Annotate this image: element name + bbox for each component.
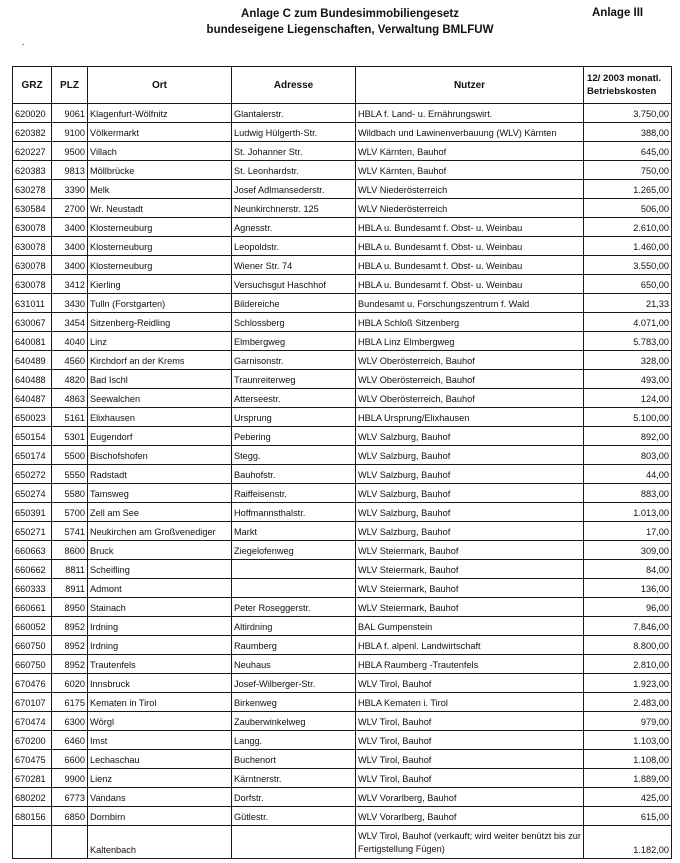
table-row [13, 503, 672, 522]
cell-adresse: Leopoldstr. [232, 237, 356, 256]
cell-nutzer: WLV Steiermark, Bauhof [356, 541, 584, 560]
cell-plz: 5580 [52, 484, 88, 503]
cell-betriebskosten: 883,00 [584, 484, 672, 503]
cell-adresse: St. Leonhardstr. [232, 161, 356, 180]
cell-adresse: Agnesstr. [232, 218, 356, 237]
cell-nutzer: HBLA u. Bundesamt f. Obst- u. Weinbau [356, 275, 584, 294]
cell-plz: 8952 [52, 617, 88, 636]
cell-betriebskosten: 1.265,00 [584, 180, 672, 199]
cell-betriebskosten: 750,00 [584, 161, 672, 180]
cell-nutzer: HBLA Schloß Sitzenberg [356, 313, 584, 332]
cell-nutzer: WLV Tirol, Bauhof [356, 769, 584, 788]
cell-adresse: Stegg. [232, 446, 356, 465]
cell-ort: Klosterneuburg [88, 256, 232, 275]
cell-ort: Linz [88, 332, 232, 351]
document-title [170, 6, 530, 38]
table-row [13, 788, 672, 807]
cell-nutzer: HBLA Kematen i. Tirol [356, 693, 584, 712]
table-row [13, 427, 672, 446]
cell-ort: Imst [88, 731, 232, 750]
cell-adresse: Ursprung [232, 408, 356, 427]
cell-grz: 660662 [13, 560, 52, 579]
cell-betriebskosten: 2.810,00 [584, 655, 672, 674]
cell-plz: 6460 [52, 731, 88, 750]
cell-adresse: Bildereiche [232, 294, 356, 313]
cell-plz: 5500 [52, 446, 88, 465]
cell-ort: Neukirchen am Großvenediger [88, 522, 232, 541]
cell-ort: Kematen in Tirol [88, 693, 232, 712]
table-row [13, 484, 672, 503]
cell-grz: 680202 [13, 788, 52, 807]
table-row [13, 370, 672, 389]
cell-grz: 640489 [13, 351, 52, 370]
cell-plz: 4863 [52, 389, 88, 408]
cell-adresse: Raumberg [232, 636, 356, 655]
table-row [13, 446, 672, 465]
cell-nutzer: WLV Salzburg, Bauhof [356, 522, 584, 541]
table-row [13, 104, 672, 123]
cell-betriebskosten: 650,00 [584, 275, 672, 294]
cell-grz: 660333 [13, 579, 52, 598]
cell-betriebskosten: 615,00 [584, 807, 672, 826]
cell-ort: Scheifling [88, 560, 232, 579]
cell-ort: Elixhausen [88, 408, 232, 427]
cell-grz: 650174 [13, 446, 52, 465]
cell-grz: 630278 [13, 180, 52, 199]
table-row [13, 389, 672, 408]
cell-adresse: Neuhaus [232, 655, 356, 674]
table-row [13, 636, 672, 655]
cell-ort: Trautenfels [88, 655, 232, 674]
table-row [13, 142, 672, 161]
table-row [13, 807, 672, 826]
cell-adresse: Gütlestr. [232, 807, 356, 826]
title-line-2: bundeseigene Liegenschaften, Verwaltung BMLFUW [206, 24, 494, 36]
cell-betriebskosten: 96,00 [584, 598, 672, 617]
cell-ort: Tamsweg [88, 484, 232, 503]
cell-grz: 640081 [13, 332, 52, 351]
cell-nutzer: Bundesamt u. Forschungszentrum f. Wald [356, 294, 584, 313]
cell-plz: 6020 [52, 674, 88, 693]
cell-grz: 660750 [13, 655, 52, 674]
cell-nutzer: WLV Steiermark, Bauhof [356, 560, 584, 579]
cell-nutzer: WLV Tirol, Bauhof [356, 731, 584, 750]
cell-adresse: Hoffmannsthalstr. [232, 503, 356, 522]
cell-nutzer: WLV Kärnten, Bauhof [356, 142, 584, 161]
cell-adresse: Versuchsgut Haschhof [232, 275, 356, 294]
cell-plz: 3454 [52, 313, 88, 332]
cell-ort: Seewalchen [88, 389, 232, 408]
table-row [13, 560, 672, 579]
cell-ort: Möllbrücke [88, 161, 232, 180]
cell-betriebskosten: 136,00 [584, 579, 672, 598]
cell-betriebskosten: 1.108,00 [584, 750, 672, 769]
cell-plz: 5301 [52, 427, 88, 446]
cell-adresse: Ziegelofenweg [232, 541, 356, 560]
cell-plz: 6850 [52, 807, 88, 826]
cell-betriebskosten: 2.483,00 [584, 693, 672, 712]
cell-grz: 650272 [13, 465, 52, 484]
kosten-header-line-2: Betriebskosten [587, 86, 657, 97]
cell-nutzer: WLV Oberösterreich, Bauhof [356, 389, 584, 408]
cell-plz: 3430 [52, 294, 88, 313]
cell-adresse: Traunreiterweg [232, 370, 356, 389]
cell-plz: 5550 [52, 465, 88, 484]
cell-nutzer: WLV Vorarlberg, Bauhof [356, 807, 584, 826]
column-header-grz: GRZ [13, 67, 52, 104]
cell-plz: 6300 [52, 712, 88, 731]
table-row [13, 332, 672, 351]
cell-nutzer: WLV Niederösterreich [356, 180, 584, 199]
cell-nutzer: Wildbach und Lawinenverbauung (WLV) Kärnten [356, 123, 584, 142]
cell-ort: Melk [88, 180, 232, 199]
cell-ort: Kaltenbach [88, 826, 232, 859]
table-row [13, 237, 672, 256]
cell-betriebskosten: 1.182,00 [584, 826, 672, 859]
cell-betriebskosten: 803,00 [584, 446, 672, 465]
table-row [13, 617, 672, 636]
table-header-row [13, 67, 672, 104]
cell-plz: 3390 [52, 180, 88, 199]
cell-ort: Lechaschau [88, 750, 232, 769]
cell-nutzer: HBLA f. alpenl. Landwirtschaft [356, 636, 584, 655]
cell-plz: 8811 [52, 560, 88, 579]
cell-plz: 5161 [52, 408, 88, 427]
cell-betriebskosten: 309,00 [584, 541, 672, 560]
table-row [13, 408, 672, 427]
cell-betriebskosten: 979,00 [584, 712, 672, 731]
annex-label: Anlage III [592, 7, 644, 19]
cell-nutzer: HBLA f. Land- u. Ernährungswirt. [356, 104, 584, 123]
cell-adresse: Glantalerstr. [232, 104, 356, 123]
cell-grz: 650023 [13, 408, 52, 427]
cell-plz: 4040 [52, 332, 88, 351]
table-row [13, 275, 672, 294]
cell-nutzer: WLV Salzburg, Bauhof [356, 484, 584, 503]
cell-betriebskosten: 2.610,00 [584, 218, 672, 237]
table-row [13, 218, 672, 237]
cell-nutzer: WLV Oberösterreich, Bauhof [356, 370, 584, 389]
cell-plz: 9100 [52, 123, 88, 142]
cell-betriebskosten: 17,00 [584, 522, 672, 541]
cell-plz: 9900 [52, 769, 88, 788]
cell-adresse [232, 560, 356, 579]
cell-plz: 4820 [52, 370, 88, 389]
table-row [13, 750, 672, 769]
cell-nutzer: WLV Kärnten, Bauhof [356, 161, 584, 180]
cell-grz: 640488 [13, 370, 52, 389]
table-row [13, 674, 672, 693]
cell-betriebskosten: 84,00 [584, 560, 672, 579]
cell-betriebskosten: 4.071,00 [584, 313, 672, 332]
table-row [13, 826, 672, 859]
cell-ort: Villach [88, 142, 232, 161]
cell-nutzer: HBLA Ursprung/Elixhausen [356, 408, 584, 427]
cell-betriebskosten: 5.783,00 [584, 332, 672, 351]
table-row [13, 465, 672, 484]
cell-betriebskosten: 328,00 [584, 351, 672, 370]
cell-adresse: Elmbergweg [232, 332, 356, 351]
cell-ort: Bischofshofen [88, 446, 232, 465]
cell-ort: Eugendorf [88, 427, 232, 446]
cell-adresse: Langg. [232, 731, 356, 750]
cell-betriebskosten: 21,33 [584, 294, 672, 313]
column-header-plz: PLZ [52, 67, 88, 104]
column-header-betriebskosten [584, 67, 672, 104]
cell-grz: 620383 [13, 161, 52, 180]
cell-ort: Klosterneuburg [88, 237, 232, 256]
cell-nutzer: HBLA u. Bundesamt f. Obst- u. Weinbau [356, 237, 584, 256]
table-row [13, 541, 672, 560]
cell-grz: 630078 [13, 275, 52, 294]
cell-betriebskosten: 1.103,00 [584, 731, 672, 750]
cell-grz: 670281 [13, 769, 52, 788]
cell-adresse: Kärntnerstr. [232, 769, 356, 788]
cell-adresse: St. Johanner Str. [232, 142, 356, 161]
cell-plz: 8952 [52, 636, 88, 655]
title-line-1: Anlage C zum Bundesimmobiliengesetz [241, 8, 459, 20]
cell-betriebskosten: 44,00 [584, 465, 672, 484]
cell-ort: Kirchdorf an der Krems [88, 351, 232, 370]
cell-nutzer: WLV Niederösterreich [356, 199, 584, 218]
table-row [13, 731, 672, 750]
cell-ort: Irdning [88, 636, 232, 655]
cell-adresse: Birkenweg [232, 693, 356, 712]
cell-adresse: Schlossberg [232, 313, 356, 332]
cell-plz: 9500 [52, 142, 88, 161]
cell-grz: 630078 [13, 237, 52, 256]
cell-nutzer: WLV Salzburg, Bauhof [356, 427, 584, 446]
cell-adresse: Zauberwinkelweg [232, 712, 356, 731]
cell-adresse: Buchenort [232, 750, 356, 769]
column-header-ort: Ort [88, 67, 232, 104]
cell-betriebskosten: 124,00 [584, 389, 672, 408]
cell-adresse: Wiener Str. 74 [232, 256, 356, 275]
cell-ort: Radstadt [88, 465, 232, 484]
cell-plz: 8600 [52, 541, 88, 560]
cell-betriebskosten: 892,00 [584, 427, 672, 446]
property-table [12, 66, 672, 859]
cell-plz: 3400 [52, 256, 88, 275]
cell-grz: 660661 [13, 598, 52, 617]
cell-grz: 660750 [13, 636, 52, 655]
cell-nutzer: WLV Salzburg, Bauhof [356, 465, 584, 484]
table-row [13, 769, 672, 788]
cell-grz: 670474 [13, 712, 52, 731]
cell-grz: 670107 [13, 693, 52, 712]
cell-grz: 680156 [13, 807, 52, 826]
cell-grz: 630584 [13, 199, 52, 218]
cell-betriebskosten: 1.013,00 [584, 503, 672, 522]
cell-nutzer: WLV Steiermark, Bauhof [356, 598, 584, 617]
cell-adresse: Peter Roseggerstr. [232, 598, 356, 617]
cell-grz: 650154 [13, 427, 52, 446]
cell-grz [13, 826, 52, 859]
cell-betriebskosten: 5.100,00 [584, 408, 672, 427]
cell-nutzer: WLV Tirol, Bauhof [356, 712, 584, 731]
cell-plz: 5741 [52, 522, 88, 541]
cell-adresse: Garnisonstr. [232, 351, 356, 370]
cell-adresse: Dorfstr. [232, 788, 356, 807]
cell-grz: 630067 [13, 313, 52, 332]
table-row [13, 161, 672, 180]
cell-plz: 9061 [52, 104, 88, 123]
cell-ort: Wr. Neustadt [88, 199, 232, 218]
kosten-header-line-1: 12/ 2003 monatl. [587, 73, 662, 84]
cell-betriebskosten: 7.846,00 [584, 617, 672, 636]
cell-nutzer: WLV Salzburg, Bauhof [356, 446, 584, 465]
cell-nutzer: HBLA u. Bundesamt f. Obst- u. Weinbau [356, 256, 584, 275]
cell-nutzer: WLV Tirol, Bauhof [356, 750, 584, 769]
cell-nutzer: BAL Gumpenstein [356, 617, 584, 636]
column-header-nutzer: Nutzer [356, 67, 584, 104]
cell-plz: 6175 [52, 693, 88, 712]
column-header-adresse: Adresse [232, 67, 356, 104]
cell-ort: Bruck [88, 541, 232, 560]
cell-nutzer: WLV Tirol, Bauhof (verkauft; wird weiter benützt bis zur Fertigstellung Fügen) [356, 826, 584, 859]
table-row [13, 294, 672, 313]
cell-ort: Innsbruck [88, 674, 232, 693]
cell-betriebskosten: 1.923,00 [584, 674, 672, 693]
cell-grz: 620227 [13, 142, 52, 161]
cell-ort: Stainach [88, 598, 232, 617]
cell-nutzer: WLV Steiermark, Bauhof [356, 579, 584, 598]
cell-betriebskosten: 8.800,00 [584, 636, 672, 655]
cell-grz: 630078 [13, 256, 52, 275]
cell-ort: Klagenfurt-Wölfnitz [88, 104, 232, 123]
cell-betriebskosten: 3.550,00 [584, 256, 672, 275]
cell-grz: 670475 [13, 750, 52, 769]
cell-adresse: Ludwig Hülgerth-Str. [232, 123, 356, 142]
cell-adresse: Markt [232, 522, 356, 541]
cell-adresse: Bauhofstr. [232, 465, 356, 484]
cell-nutzer: HBLA u. Bundesamt f. Obst- u. Weinbau [356, 218, 584, 237]
scan-speck [22, 44, 24, 45]
cell-ort: Vandans [88, 788, 232, 807]
cell-betriebskosten: 425,00 [584, 788, 672, 807]
cell-nutzer: WLV Oberösterreich, Bauhof [356, 351, 584, 370]
cell-adresse: Josef-Wilberger-Str. [232, 674, 356, 693]
table-row [13, 598, 672, 617]
table-row [13, 199, 672, 218]
cell-grz: 640487 [13, 389, 52, 408]
cell-plz: 8911 [52, 579, 88, 598]
cell-ort: Bad Ischl [88, 370, 232, 389]
cell-adresse [232, 579, 356, 598]
cell-adresse: Atterseestr. [232, 389, 356, 408]
table-body [13, 104, 672, 859]
cell-betriebskosten: 388,00 [584, 123, 672, 142]
cell-plz: 3400 [52, 218, 88, 237]
cell-nutzer: HBLA Raumberg -Trautenfels [356, 655, 584, 674]
cell-ort: Klosterneuburg [88, 218, 232, 237]
cell-betriebskosten: 1.460,00 [584, 237, 672, 256]
cell-grz: 631011 [13, 294, 52, 313]
cell-plz: 6773 [52, 788, 88, 807]
cell-grz: 630078 [13, 218, 52, 237]
cell-grz: 670476 [13, 674, 52, 693]
cell-grz: 670200 [13, 731, 52, 750]
table-row [13, 123, 672, 142]
cell-plz: 8950 [52, 598, 88, 617]
cell-plz [52, 826, 88, 859]
cell-betriebskosten: 3.750,00 [584, 104, 672, 123]
table-row [13, 712, 672, 731]
cell-plz: 2700 [52, 199, 88, 218]
cell-nutzer: WLV Tirol, Bauhof [356, 674, 584, 693]
cell-betriebskosten: 493,00 [584, 370, 672, 389]
cell-plz: 3400 [52, 237, 88, 256]
cell-grz: 650271 [13, 522, 52, 541]
cell-ort: Zell am See [88, 503, 232, 522]
cell-adresse: Neunkirchnerstr. 125 [232, 199, 356, 218]
cell-grz: 620382 [13, 123, 52, 142]
table-row [13, 256, 672, 275]
cell-adresse: Josef Adlmansederstr. [232, 180, 356, 199]
cell-plz: 5700 [52, 503, 88, 522]
cell-plz: 8952 [52, 655, 88, 674]
cell-plz: 9813 [52, 161, 88, 180]
cell-adresse [232, 826, 356, 859]
cell-plz: 6600 [52, 750, 88, 769]
cell-ort: Sitzenberg-Reidling [88, 313, 232, 332]
table-row [13, 351, 672, 370]
cell-nutzer: WLV Salzburg, Bauhof [356, 503, 584, 522]
cell-ort: Völkermarkt [88, 123, 232, 142]
cell-ort: Tulln (Forstgarten) [88, 294, 232, 313]
table-row [13, 655, 672, 674]
cell-ort: Lienz [88, 769, 232, 788]
table-row [13, 180, 672, 199]
cell-betriebskosten: 1.889,00 [584, 769, 672, 788]
cell-grz: 620020 [13, 104, 52, 123]
table-row [13, 313, 672, 332]
cell-adresse: Raiffeisenstr. [232, 484, 356, 503]
cell-plz: 4560 [52, 351, 88, 370]
cell-adresse: Altirdning [232, 617, 356, 636]
cell-ort: Irdning [88, 617, 232, 636]
cell-nutzer: WLV Vorarlberg, Bauhof [356, 788, 584, 807]
cell-grz: 650391 [13, 503, 52, 522]
cell-adresse: Pebering [232, 427, 356, 446]
cell-ort: Kierling [88, 275, 232, 294]
cell-ort: Admont [88, 579, 232, 598]
cell-ort: Wörgl [88, 712, 232, 731]
cell-betriebskosten: 645,00 [584, 142, 672, 161]
cell-ort: Dornbirn [88, 807, 232, 826]
table-row [13, 522, 672, 541]
table-row [13, 693, 672, 712]
cell-grz: 660663 [13, 541, 52, 560]
cell-betriebskosten: 506,00 [584, 199, 672, 218]
table-row [13, 579, 672, 598]
cell-grz: 660052 [13, 617, 52, 636]
cell-plz: 3412 [52, 275, 88, 294]
cell-grz: 650274 [13, 484, 52, 503]
cell-nutzer: HBLA Linz Elmbergweg [356, 332, 584, 351]
